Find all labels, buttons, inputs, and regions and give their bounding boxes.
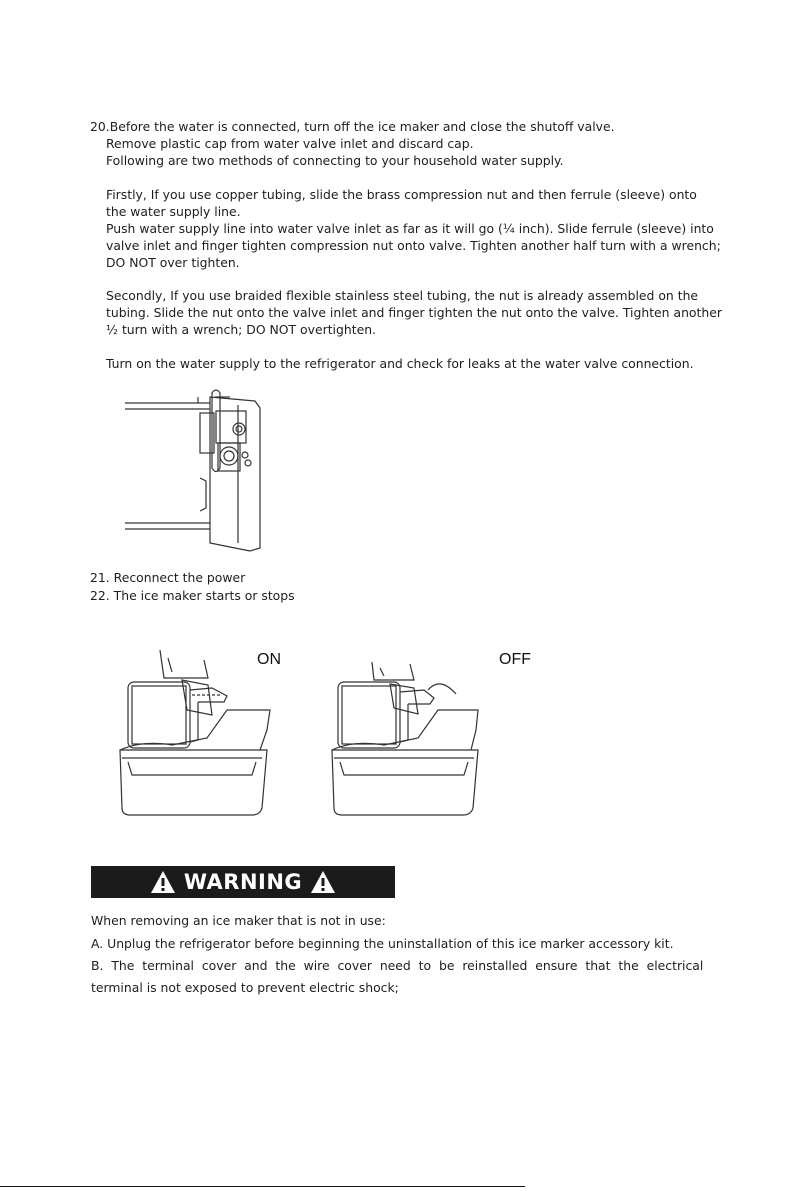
method2-line-2: tubing. Slide the nut onto the valve inlet and finger tighten the nut onto the valve. Tighten another [106,305,722,320]
warning-line-4: terminal is not exposed to prevent electric shock; [91,980,399,995]
method1-line-3: Push water supply line into water valve inlet as far as it will go (¼ inch). Slide ferrule (sleeve) into [106,221,714,236]
method1-line-1: Firstly, If you use copper tubing, slide the brass compression nut and then ferrule (sleeve) onto [106,187,697,202]
step20-line-1: 20.Before the water is connected, turn off the ice maker and close the shutoff valve. [90,119,615,134]
warning-title: WARNING [183,870,303,894]
warning-line-3: B. The terminal cover and the wire cover need to be reinstalled ensure that the electrical [91,958,704,973]
warning-triangle-icon [310,870,336,894]
warning-banner [91,866,395,898]
method1-line-2: the water supply line. [106,204,241,219]
warning-triangle-icon [150,870,176,894]
on-label: ON [257,651,281,668]
turn-on-water-text: Turn on the water supply to the refrigerator and check for leaks at the water valve connection. [106,356,694,371]
method2-line-3: ½ turn with a wrench; DO NOT overtighten. [106,322,376,337]
step21-text: 21. Reconnect the power [90,570,246,585]
method2-line-1: Secondly, If you use braided flexible stainless steel tubing, the nut is already assembled on the [106,288,699,303]
step20-line-2: Remove plastic cap from water valve inlet and discard cap. [106,136,474,151]
footer-rule [0,1186,525,1187]
step20-line-3: Following are two methods of connecting to your household water supply. [106,153,564,168]
warning-line-2: A. Unplug the refrigerator before beginning the uninstallation of this ice marker accessory kit. [91,936,674,951]
ice-maker-on-illustration [112,650,277,820]
method1-line-4: valve inlet and finger tighten compression nut onto valve. Tighten another half turn with a wrench; [106,238,721,253]
water-valve-connection-illustration [120,383,275,553]
off-label: OFF [499,651,531,668]
step22-text: 22. The ice maker starts or stops [90,588,295,603]
method1-line-5: DO NOT over tighten. [106,255,240,270]
ice-maker-off-illustration [328,650,493,820]
warning-line-1: When removing an ice maker that is not in use: [91,913,386,928]
